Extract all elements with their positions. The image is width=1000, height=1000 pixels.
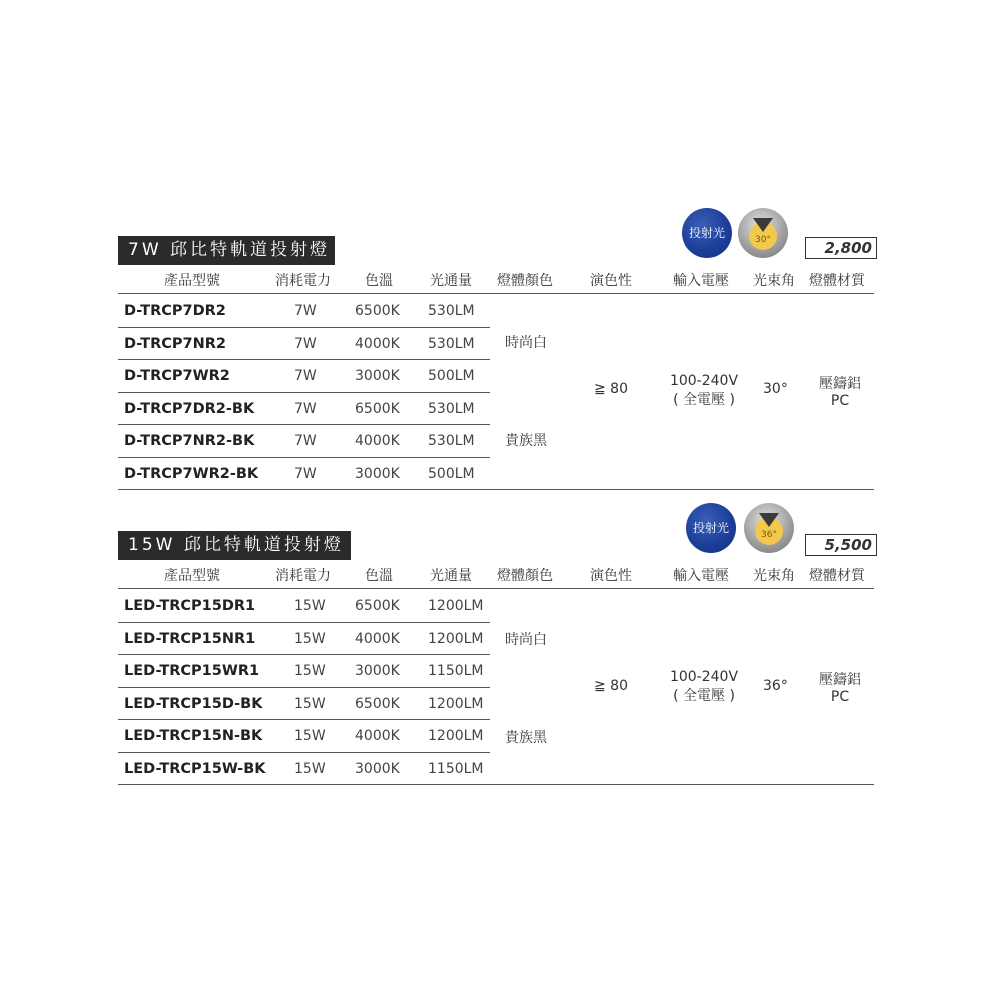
table-row <box>118 458 874 491</box>
body-color-white: 時尚白 <box>505 335 547 351</box>
table-row <box>118 360 874 393</box>
cell-lumen: 1150LM <box>428 760 484 777</box>
cell-power: 15W <box>294 760 326 777</box>
body-color-black: 貴族黑 <box>505 730 547 746</box>
header-beam-angle: 光束角 <box>753 273 795 289</box>
voltage-range: 100-240V <box>669 373 739 389</box>
header-cri: 演色性 <box>590 568 632 584</box>
table-row <box>118 295 874 328</box>
table-row <box>118 720 874 753</box>
cell-color-temp: 4000K <box>355 335 400 352</box>
cell-color-temp: 4000K <box>355 728 400 744</box>
cell-power: 15W <box>294 695 326 712</box>
table-row <box>118 623 874 656</box>
header-material: 燈體材質 <box>809 273 865 289</box>
table-row <box>118 590 874 623</box>
table-row <box>118 688 874 721</box>
material-pc: PC <box>830 689 850 705</box>
cri-value: ≧ 80 <box>594 678 628 694</box>
cell-model: D-TRCP7DR2-BK <box>124 400 255 417</box>
table-row <box>118 393 874 426</box>
header-power: 消耗電力 <box>275 568 331 584</box>
cell-color-temp: 3000K <box>355 760 400 777</box>
header-voltage: 輸入電壓 <box>673 273 729 289</box>
table-body <box>118 590 874 785</box>
cell-color-temp: 6500K <box>355 598 400 614</box>
cell-model: LED-TRCP15D-BK <box>124 695 263 712</box>
cri-value: ≧ 80 <box>594 381 628 397</box>
voltage-note: ( 全電壓 ) <box>673 688 735 704</box>
table-header <box>118 267 874 294</box>
material-pc: PC <box>830 393 850 409</box>
cell-lumen: 530LM <box>428 335 475 352</box>
spotlight-badge-icon: 投射光 <box>682 208 732 258</box>
cell-power: 7W <box>294 465 317 482</box>
cell-power: 7W <box>294 368 317 384</box>
cell-lumen: 500LM <box>428 465 475 482</box>
beam-angle-label: 30° <box>755 235 771 245</box>
table-row <box>118 425 874 458</box>
cell-model: D-TRCP7DR2 <box>124 303 226 319</box>
section-title: 7W 邱比特軌道投射燈 <box>118 236 335 265</box>
voltage-value <box>664 373 744 409</box>
voltage-range: 100-240V <box>669 669 739 685</box>
cell-lumen: 1200LM <box>428 728 484 744</box>
cell-model: LED-TRCP15W-BK <box>124 760 266 777</box>
cell-lumen: 500LM <box>428 368 475 384</box>
header-model: 產品型號 <box>164 568 220 584</box>
cell-model: D-TRCP7NR2-BK <box>124 433 255 449</box>
cell-model: D-TRCP7WR2-BK <box>124 465 259 482</box>
table-row <box>118 753 874 786</box>
cell-power: 7W <box>294 303 317 319</box>
cell-lumen: 530LM <box>428 303 475 319</box>
cell-power: 15W <box>294 598 326 614</box>
cell-model: D-TRCP7NR2 <box>124 335 226 352</box>
cell-power: 7W <box>294 400 317 417</box>
voltage-value <box>664 669 744 705</box>
cell-model: LED-TRCP15DR1 <box>124 598 256 614</box>
price-box: 5,500 <box>805 534 877 556</box>
material-metal: 壓鑄鋁 <box>819 376 861 392</box>
header-color-temp: 色溫 <box>365 273 393 289</box>
cell-color-temp: 3000K <box>355 368 400 384</box>
cell-color-temp: 6500K <box>355 695 400 712</box>
cell-power: 15W <box>294 728 326 744</box>
beam-angle-icon <box>738 208 788 258</box>
header-beam-angle: 光束角 <box>753 568 795 584</box>
header-color-temp: 色溫 <box>365 568 393 584</box>
beam-angle-value: 30° <box>763 381 788 397</box>
header-lumen: 光通量 <box>430 568 472 584</box>
material-value <box>812 373 868 409</box>
header-model: 產品型號 <box>164 273 220 289</box>
header-lumen: 光通量 <box>430 273 472 289</box>
cell-model: D-TRCP7WR2 <box>124 368 230 384</box>
cell-color-temp: 3000K <box>355 465 400 482</box>
cell-lumen: 1200LM <box>428 695 484 712</box>
cell-model: LED-TRCP15WR1 <box>124 663 260 679</box>
table-row <box>118 655 874 688</box>
voltage-note: ( 全電壓 ) <box>673 392 735 408</box>
cell-lumen: 530LM <box>428 400 475 417</box>
header-body-color: 燈體顏色 <box>497 568 553 584</box>
spotlight-badge-icon: 投射光 <box>686 503 736 553</box>
header-voltage: 輸入電壓 <box>673 568 729 584</box>
header-body-color: 燈體顏色 <box>497 273 553 289</box>
beam-angle-icon <box>744 503 794 553</box>
cell-lumen: 530LM <box>428 433 475 449</box>
cell-color-temp: 4000K <box>355 630 400 647</box>
section-title: 15W 邱比特軌道投射燈 <box>118 531 351 560</box>
cell-power: 7W <box>294 335 317 352</box>
beam-angle-label: 36° <box>761 530 777 540</box>
cell-model: LED-TRCP15NR1 <box>124 630 256 647</box>
body-color-white: 時尚白 <box>505 632 547 648</box>
cell-lumen: 1200LM <box>428 630 484 647</box>
cell-power: 15W <box>294 663 326 679</box>
cell-model: LED-TRCP15N-BK <box>124 728 263 744</box>
cell-power: 7W <box>294 433 317 449</box>
material-metal: 壓鑄鋁 <box>819 672 861 688</box>
cell-lumen: 1150LM <box>428 663 484 679</box>
cell-color-temp: 6500K <box>355 303 400 319</box>
header-power: 消耗電力 <box>275 273 331 289</box>
beam-angle-value: 36° <box>763 678 788 694</box>
cell-power: 15W <box>294 630 326 647</box>
body-color-black: 貴族黑 <box>505 433 547 449</box>
header-cri: 演色性 <box>590 273 632 289</box>
cell-color-temp: 3000K <box>355 663 400 679</box>
cell-lumen: 1200LM <box>428 598 484 614</box>
price-box: 2,800 <box>805 237 877 259</box>
material-value <box>812 669 868 705</box>
table-body <box>118 295 874 490</box>
cell-color-temp: 6500K <box>355 400 400 417</box>
table-row <box>118 328 874 361</box>
cell-color-temp: 4000K <box>355 433 400 449</box>
header-material: 燈體材質 <box>809 568 865 584</box>
table-header <box>118 562 874 589</box>
